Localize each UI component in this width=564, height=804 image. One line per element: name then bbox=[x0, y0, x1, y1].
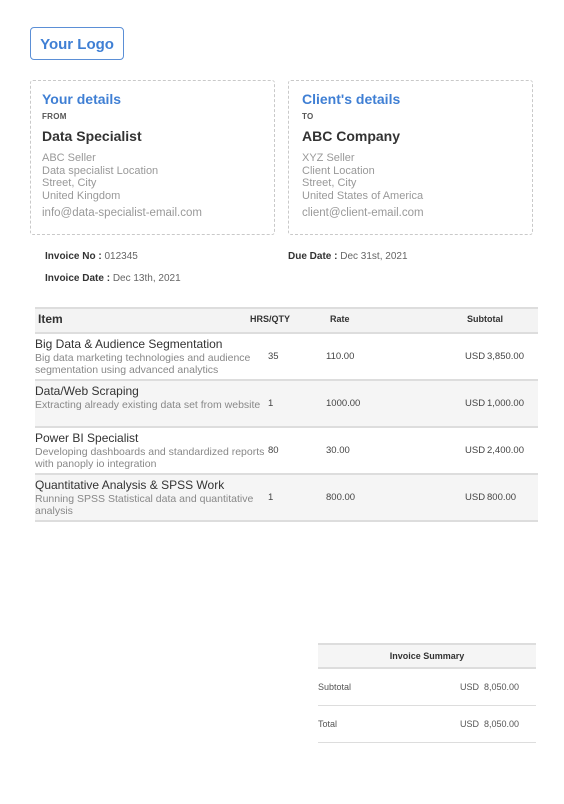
invoice-date bbox=[45, 273, 181, 284]
client-address bbox=[302, 152, 423, 202]
table-row bbox=[35, 428, 538, 475]
header-qty: HRS/QTY bbox=[250, 314, 291, 324]
item-subtotal: 3,850.00 bbox=[487, 351, 524, 362]
client-address-line: United States of America bbox=[302, 189, 424, 202]
client-heading: Client's details bbox=[302, 91, 401, 107]
table-row bbox=[35, 381, 538, 428]
from-name: Data Specialist bbox=[42, 128, 142, 144]
invoice-number-label: Invoice No : bbox=[45, 251, 102, 262]
from-address bbox=[42, 152, 158, 202]
due-date bbox=[288, 251, 408, 262]
item-rate: 800.00 bbox=[326, 492, 356, 503]
summary-subtotal-value: 8,050.00 bbox=[484, 682, 520, 692]
item-rate: 110.00 bbox=[326, 351, 355, 362]
client-address-line: Client Location bbox=[302, 164, 375, 177]
from-tag: FROM bbox=[42, 112, 67, 121]
due-date-value: Dec 31st, 2021 bbox=[340, 251, 408, 262]
client-details-card bbox=[288, 80, 533, 235]
client-address-line: Street, City bbox=[302, 177, 357, 189]
from-address-line: United Kingdom bbox=[42, 189, 121, 202]
item-title: Big Data & Audience Segmentation bbox=[35, 337, 223, 351]
invoice-number bbox=[45, 251, 138, 262]
invoice-number-value: 012345 bbox=[104, 251, 138, 262]
logo-placeholder: Your Logo bbox=[30, 27, 124, 60]
item-qty: 35 bbox=[268, 351, 279, 362]
item-title: Data/Web Scraping bbox=[35, 384, 139, 398]
summary-total-row bbox=[318, 706, 536, 743]
summary-total-currency: USD bbox=[460, 719, 480, 729]
summary-total-label: Total bbox=[318, 719, 338, 729]
item-title: Quantitative Analysis & SPSS Work bbox=[35, 478, 225, 492]
table-row bbox=[35, 334, 538, 381]
summary-subtotal-currency: USD bbox=[460, 682, 480, 692]
summary-subtotal-label: Subtotal bbox=[318, 682, 352, 692]
item-qty: 1 bbox=[268, 492, 274, 503]
line-items-table bbox=[35, 307, 538, 522]
from-details-card bbox=[30, 80, 275, 235]
item-subtotal: 800.00 bbox=[487, 492, 517, 503]
item-description: Big data marketing technologies and audience segmentation using advanced analytics bbox=[35, 352, 251, 376]
client-email: client@client-email.com bbox=[302, 207, 424, 219]
header-item: Item bbox=[38, 312, 63, 326]
table-body bbox=[35, 334, 538, 522]
invoice-date-label: Invoice Date : bbox=[45, 273, 111, 284]
from-email: info@data-specialist-email.com bbox=[42, 207, 202, 219]
item-qty: 1 bbox=[268, 398, 274, 409]
item-title: Power BI Specialist bbox=[35, 431, 139, 445]
table-header bbox=[35, 307, 538, 334]
summary-heading: Invoice Summary bbox=[318, 643, 536, 669]
due-date-label: Due Date : bbox=[288, 251, 338, 262]
item-currency: USD bbox=[465, 351, 486, 362]
summary-total-value: 8,050.00 bbox=[484, 719, 520, 729]
client-address-line: XYZ Seller bbox=[302, 152, 355, 164]
from-address-line: Street, City bbox=[42, 177, 97, 189]
item-currency: USD bbox=[465, 398, 486, 409]
item-description: Running SPSS Statistical data and quantitative analysis bbox=[35, 493, 254, 517]
table-row bbox=[35, 475, 538, 522]
item-subtotal: 1,000.00 bbox=[487, 398, 524, 409]
header-rate: Rate bbox=[330, 314, 350, 324]
item-subtotal: 2,400.00 bbox=[487, 445, 524, 456]
invoice-date-value: Dec 13th, 2021 bbox=[112, 273, 181, 284]
from-address-line: ABC Seller bbox=[42, 152, 96, 164]
item-currency: USD bbox=[465, 492, 486, 503]
item-description: Developing dashboards and standardized reports with panoply io integration bbox=[35, 446, 265, 470]
invoice-summary bbox=[318, 643, 536, 743]
item-description: Extracting already existing data set from website bbox=[35, 399, 261, 411]
item-rate: 1000.00 bbox=[326, 398, 361, 409]
item-rate: 30.00 bbox=[326, 445, 350, 456]
from-heading: Your details bbox=[42, 91, 122, 107]
summary-subtotal-row bbox=[318, 669, 536, 706]
item-qty: 80 bbox=[268, 445, 279, 456]
item-currency: USD bbox=[465, 445, 486, 456]
client-name: ABC Company bbox=[302, 128, 401, 144]
from-address-line: Data specialist Location bbox=[42, 164, 159, 177]
header-subtotal: Subtotal bbox=[467, 314, 503, 324]
client-tag: TO bbox=[302, 112, 314, 121]
